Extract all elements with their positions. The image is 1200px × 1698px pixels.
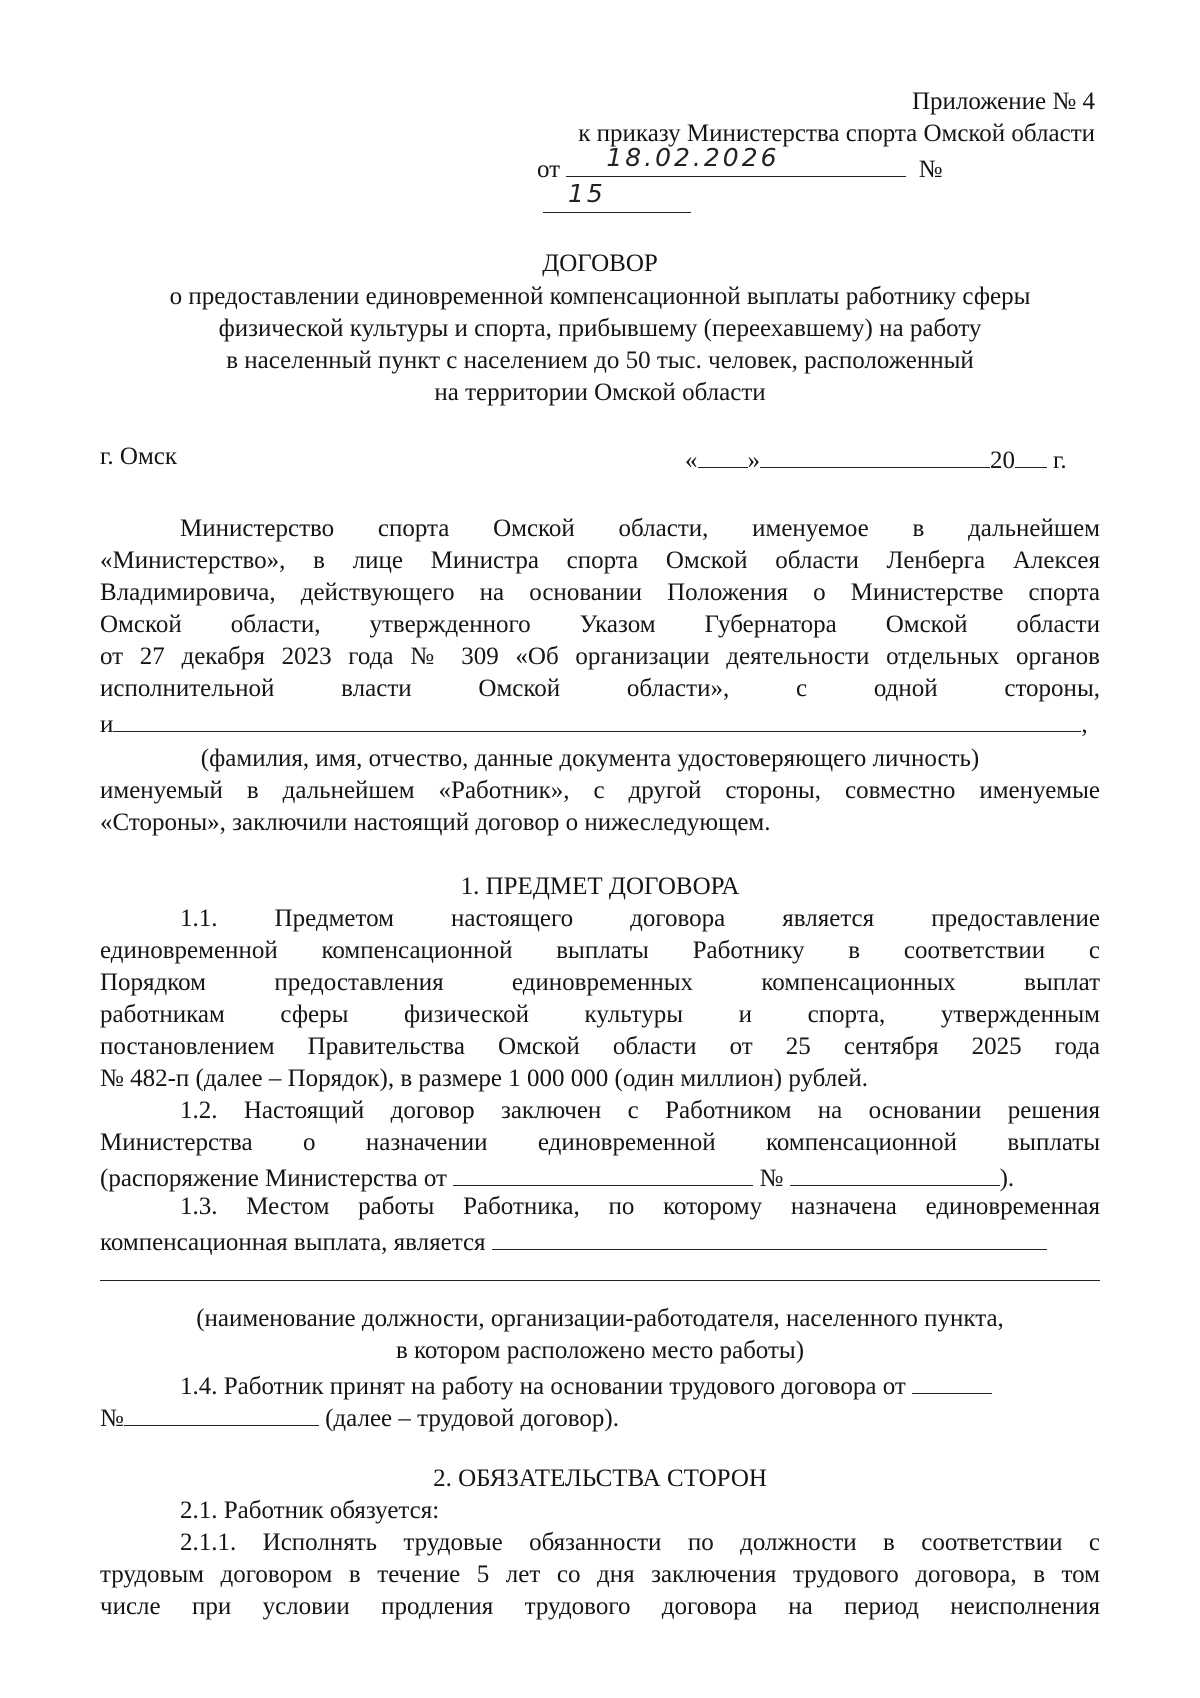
worker-name-caption: (фамилия, имя, отчество, данные документа удостоверяющего личность) bbox=[200, 745, 980, 772]
p1-2-line1: 1.2. Настоящий договор заключен с Работником на основании решения bbox=[180, 1097, 1100, 1124]
year-suffix: г. bbox=[1053, 447, 1067, 474]
p1-3-line1: 1.3. Местом работы Работника, по которому назначена единовременная bbox=[180, 1193, 1100, 1220]
quote-open: « bbox=[685, 447, 698, 474]
order-number-field bbox=[543, 179, 691, 213]
p1-1-line4: работникам сферы физической культуры и спорта, утвержденным bbox=[100, 1001, 1100, 1028]
p1-1-line1: 1.1. Предметом настоящего договора является предоставление bbox=[180, 905, 1100, 932]
preamble-line1: Министерство спорта Омской области, именуемое в дальнейшем bbox=[180, 515, 1100, 542]
p1-2-line2: Министерства о назначении единовременной компенсационной выплаты bbox=[100, 1129, 1100, 1156]
order-number-handwritten: 15 bbox=[568, 179, 606, 208]
document-title: ДОГОВОР bbox=[542, 250, 658, 277]
preamble-line9: «Стороны», заключили настоящий договор о нижеследующем. bbox=[100, 809, 771, 836]
year-blank bbox=[1015, 441, 1047, 468]
order-number-label: № bbox=[918, 156, 943, 183]
decree-number-blank bbox=[790, 1159, 1000, 1186]
workplace-caption1: (наименование должности, организации-работодателя, населенного пункта, bbox=[196, 1305, 1004, 1332]
comma-suffix: , bbox=[1081, 711, 1088, 738]
decree-number-label: № bbox=[759, 1165, 784, 1192]
p1-4-line1 bbox=[180, 1367, 1100, 1403]
preamble-line6: исполнительной власти Омской области», с одной стороны, bbox=[100, 675, 1100, 702]
workplace-blank1 bbox=[492, 1223, 1047, 1250]
p2-1: 2.1. Работник обязуется: bbox=[180, 1497, 440, 1524]
year-prefix: 20 bbox=[990, 447, 1015, 474]
preamble-line5: от 27 декабря 2023 года № 309 «Об организации деятельности отдельных органов bbox=[100, 643, 1100, 670]
and-prefix: и bbox=[100, 711, 114, 738]
decree-prefix: (распоряжение Министерства от bbox=[100, 1165, 447, 1192]
p1-1-line5: постановлением Правительства Омской области от 25 сентября 2025 года bbox=[100, 1033, 1100, 1060]
p1-1-line2: единовременной компенсационной выплаты Работнику в соответствии с bbox=[100, 937, 1100, 964]
appendix-line1: Приложение № 4 bbox=[911, 88, 1095, 115]
decree-suffix: ). bbox=[999, 1165, 1015, 1192]
preamble-line8: именуемый в дальнейшем «Работник», с другой стороны, совместно именуемые bbox=[100, 777, 1100, 804]
p1-2-line3 bbox=[100, 1159, 1100, 1195]
contract-date-row bbox=[685, 441, 1100, 477]
p2-1-1-line2: трудовым договором в течение 5 лет со дня заключения трудового договора, в том bbox=[100, 1561, 1100, 1588]
section2-heading: 2. ОБЯЗАТЕЛЬСТВА СТОРОН bbox=[433, 1465, 767, 1492]
labor-contract-date-blank bbox=[912, 1367, 992, 1394]
section1-heading: 1. ПРЕДМЕТ ДОГОВОРА bbox=[460, 873, 740, 900]
labor-contract-number-label: № bbox=[100, 1405, 124, 1432]
p1-1-line3: Порядком предоставления единовременных компенсационных выплат bbox=[100, 969, 1100, 996]
worker-name-row bbox=[100, 705, 1100, 741]
p1-1-line6: № 482-п (далее – Порядок), в размере 1 000 000 (один миллион) рублей. bbox=[100, 1065, 868, 1092]
preamble-line4: Омской области, утвержденного Указом Губернатора Омской области bbox=[100, 611, 1100, 638]
title-line2: физической культуры и спорта, прибывшему (переехавшему) на работу bbox=[218, 315, 982, 342]
p1-4-line2 bbox=[100, 1399, 1100, 1435]
appendix-date-row bbox=[537, 143, 1097, 208]
city-label: г. Омск bbox=[100, 443, 178, 470]
order-date-handwritten: 18.02.2026 bbox=[606, 143, 780, 172]
worker-name-blank bbox=[113, 705, 1081, 732]
p2-1-1-line3: числе при условии продления трудового договора на период неисполнения bbox=[100, 1593, 1100, 1620]
title-line4: на территории Омской области bbox=[434, 379, 766, 406]
day-blank bbox=[698, 441, 748, 468]
title-line3: в населенный пункт с населением до 50 тыс. человек, расположенный bbox=[226, 347, 974, 374]
appendix-line2: к приказу Министерства спорта Омской области bbox=[578, 120, 1095, 147]
workplace-caption2: в котором расположено место работы) bbox=[395, 1337, 805, 1364]
p2-1-1-line1: 2.1.1. Исполнять трудовые обязанности по должности в соответствии с bbox=[180, 1529, 1100, 1556]
preamble-line2: «Министерство», в лице Министра спорта Омской области Ленберга Алексея bbox=[100, 547, 1100, 574]
title-line1: о предоставлении единовременной компенсационной выплаты работнику сферы bbox=[169, 283, 1031, 310]
p1-3-line2 bbox=[100, 1223, 1100, 1259]
labor-contract-suffix: (далее – трудовой договор). bbox=[325, 1405, 620, 1432]
quote-close: » bbox=[747, 447, 760, 474]
order-date-field bbox=[566, 143, 906, 177]
workplace-blank2 bbox=[100, 1280, 1100, 1281]
date-from-label: от bbox=[537, 156, 561, 183]
preamble-line3: Владимировича, действующего на основании Положения о Министерстве спорта bbox=[100, 579, 1100, 606]
labor-contract-number-blank bbox=[124, 1399, 319, 1426]
month-blank bbox=[760, 441, 990, 468]
p1-4-text: 1.4. Работник принят на работу на основании трудового договора от bbox=[180, 1373, 906, 1400]
workplace-prefix: компенсационная выплата, является bbox=[100, 1229, 486, 1256]
decree-date-blank bbox=[453, 1159, 753, 1186]
